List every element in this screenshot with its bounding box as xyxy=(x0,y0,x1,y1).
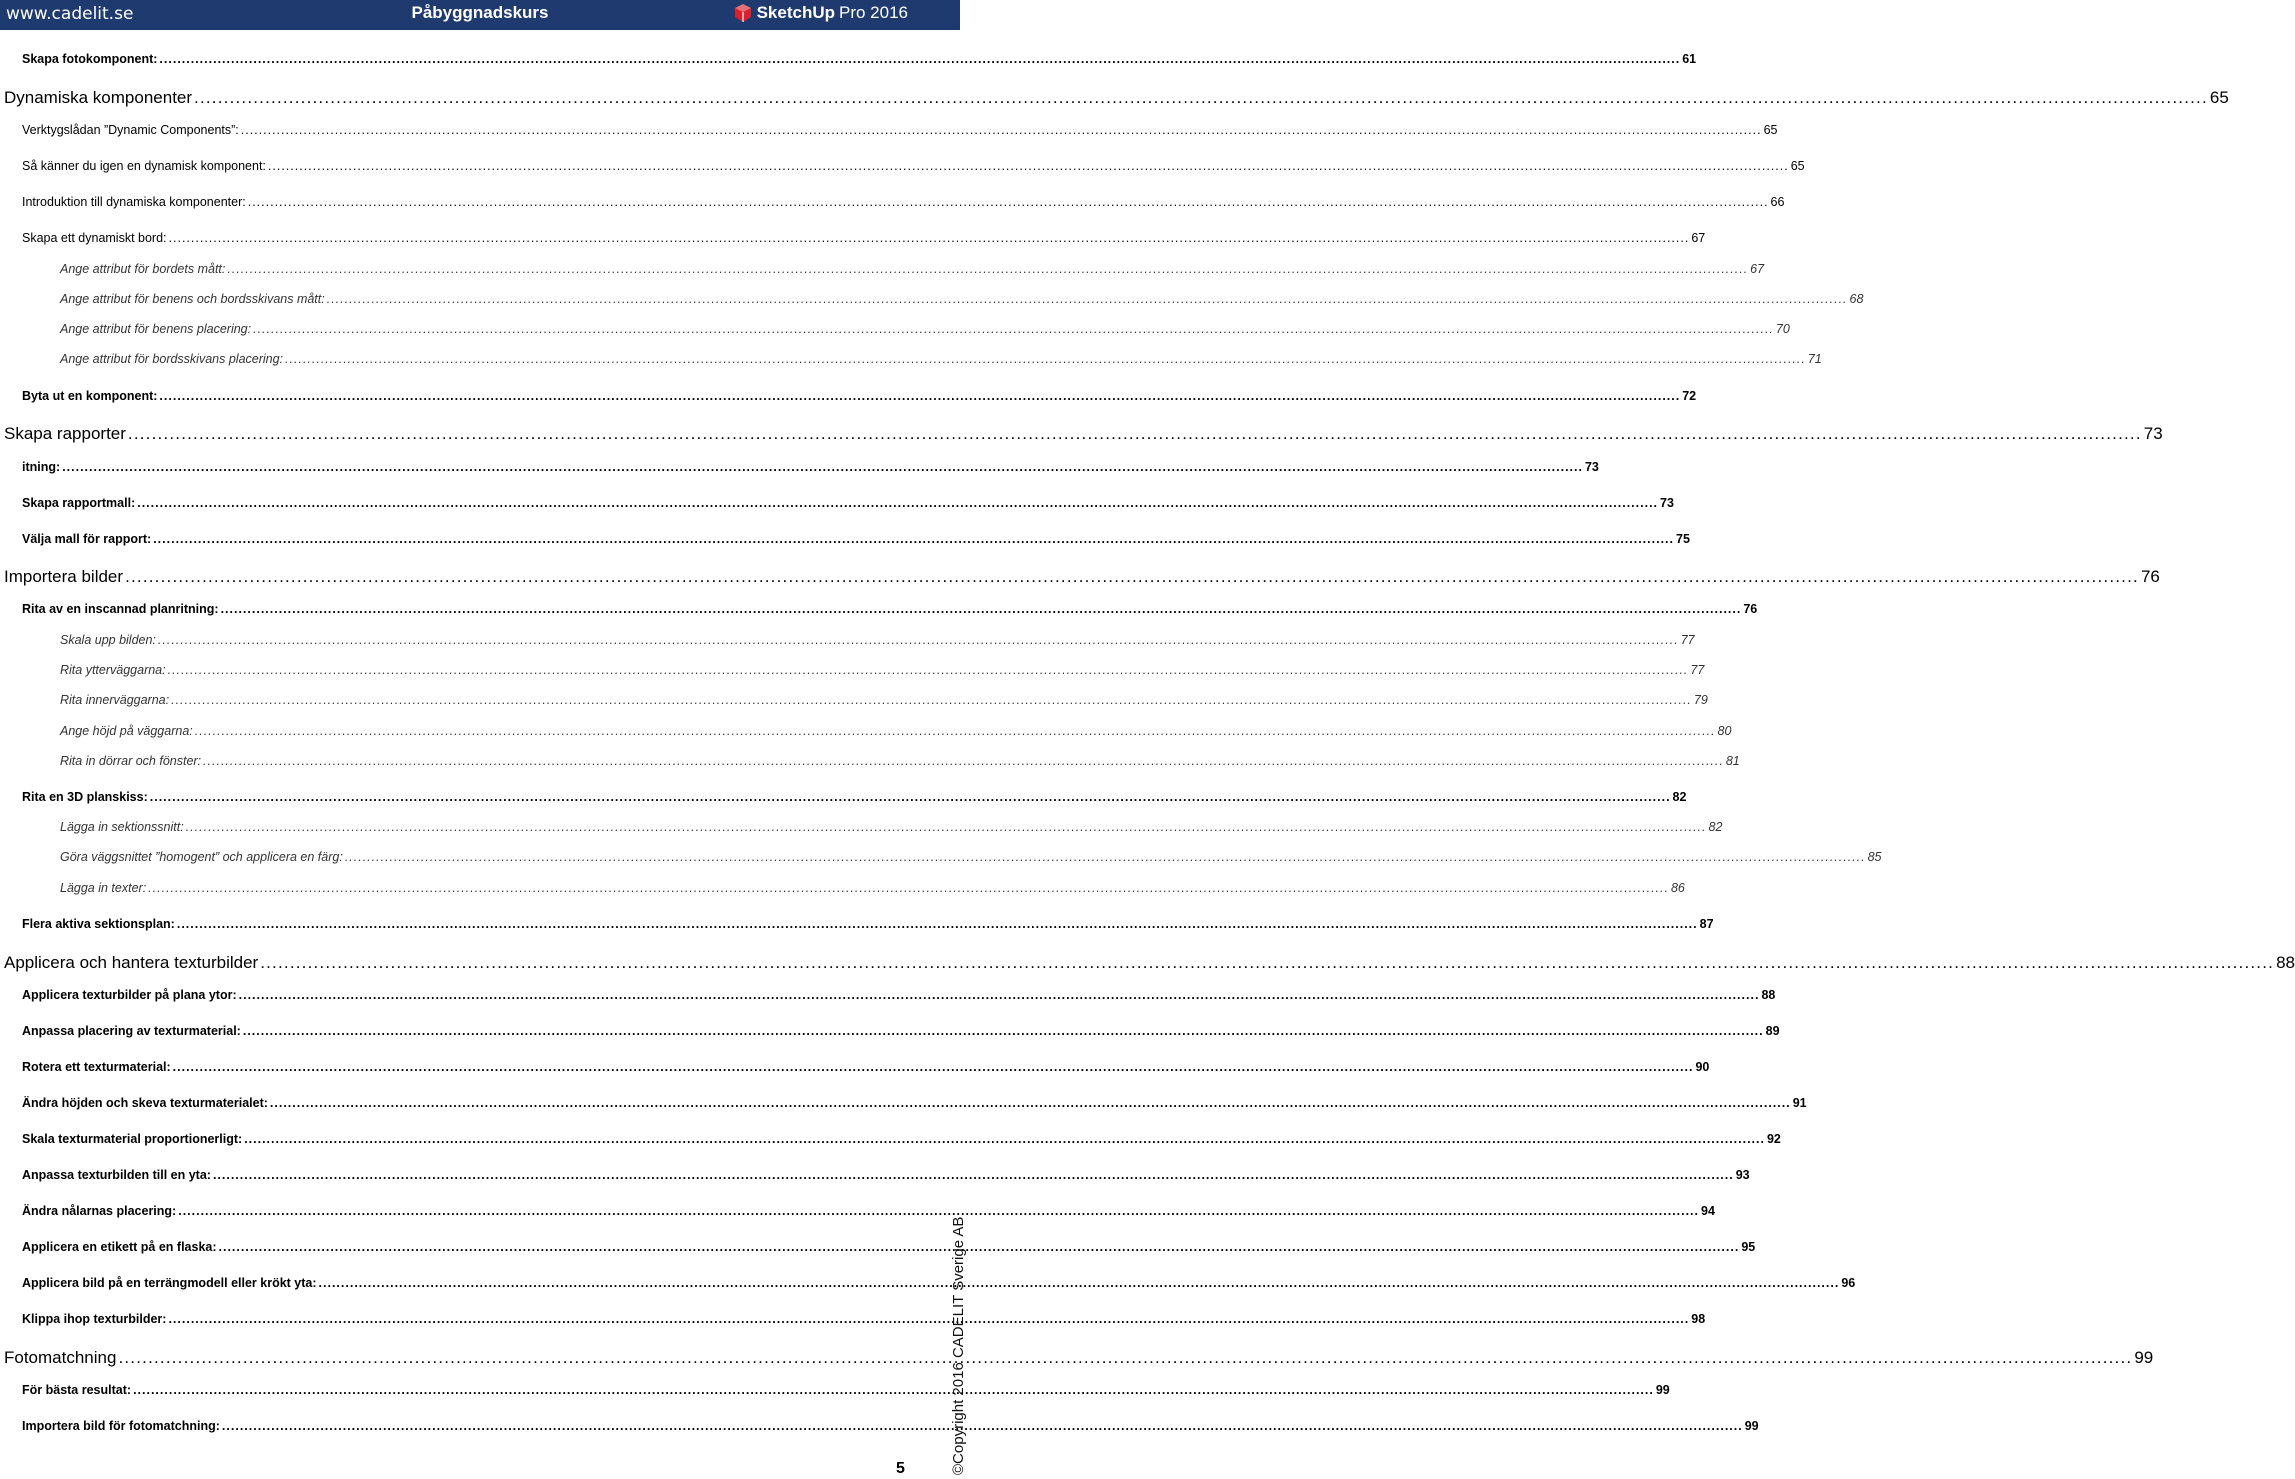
toc-entry[interactable] xyxy=(60,627,1695,653)
toc-entry[interactable] xyxy=(22,1162,1750,1188)
toc-entry-page: 82 xyxy=(1708,820,1723,834)
toc-entry[interactable] xyxy=(22,490,1674,516)
toc-entry-title: Rotera ett texturmaterial: xyxy=(22,1060,171,1074)
toc-entry[interactable] xyxy=(22,1126,1781,1152)
toc-entry-title: itning: xyxy=(22,460,61,474)
toc-entry[interactable] xyxy=(4,564,2160,590)
toc-entry[interactable] xyxy=(4,421,2163,447)
toc-leader-dots xyxy=(285,346,1806,372)
toc-entry-page: 61 xyxy=(1682,52,1697,66)
toc-entry-page: 73 xyxy=(1584,460,1599,474)
toc-entry[interactable] xyxy=(4,1345,2154,1371)
toc-entry[interactable] xyxy=(60,286,1864,312)
toc-entry-page: 82 xyxy=(1672,790,1687,804)
toc-leader-dots xyxy=(345,844,1866,870)
toc-entry[interactable] xyxy=(4,950,2295,976)
toc-leader-dots xyxy=(159,383,1680,409)
toc-leader-dots xyxy=(128,421,2142,447)
toc-entry-title: Importera bilder xyxy=(4,567,124,586)
toc-entry-title: Skapa rapportmall: xyxy=(22,496,136,510)
toc-leader-dots xyxy=(171,687,1692,713)
toc-entry-page: 99 xyxy=(1655,1383,1670,1397)
toc-entry[interactable] xyxy=(60,814,1723,840)
toc-entry-page: 95 xyxy=(1741,1240,1756,1254)
page-number: 5 xyxy=(896,1460,905,1477)
toc-entry-title: Ange höjd på väggarna: xyxy=(60,724,193,738)
toc-entry[interactable] xyxy=(22,1018,1780,1044)
toc-entry-title: Klippa ihop texturbilder: xyxy=(22,1312,167,1326)
toc-entry-page: 98 xyxy=(1691,1312,1706,1326)
toc-leader-dots xyxy=(173,1054,1694,1080)
toc-entry-title: Ange attribut för benens placering: xyxy=(60,322,252,336)
toc-entry-title: Skala texturmaterial proportionerligt: xyxy=(22,1132,243,1146)
toc-entry-title: Applicera och hantera texturbilder xyxy=(4,953,259,972)
toc-entry-title: För bästa resultat: xyxy=(22,1383,132,1397)
toc-entry-page: 76 xyxy=(1743,602,1758,616)
toc-entry-title: Ändra nålarnas placering: xyxy=(22,1204,177,1218)
toc-entry-page: 73 xyxy=(1660,496,1674,510)
toc-entry[interactable] xyxy=(22,526,1690,552)
toc-entry-title: Applicera texturbilder på plana ytor: xyxy=(22,988,237,1002)
toc-leader-dots xyxy=(239,982,1760,1008)
toc-entry-page: 88 xyxy=(1761,988,1776,1002)
toc-entry[interactable] xyxy=(22,454,1599,480)
toc-entry-title: Skapa fotokomponent: xyxy=(22,52,158,66)
toc-entry[interactable] xyxy=(60,748,1740,774)
toc-leader-dots xyxy=(243,1018,1764,1044)
toc-entry[interactable] xyxy=(60,316,1790,342)
toc-leader-dots xyxy=(203,748,1724,774)
toc-entry-title: Dynamiska komponenter xyxy=(4,88,193,107)
toc-leader-dots xyxy=(169,225,1690,251)
toc-entry-page: 87 xyxy=(1699,917,1714,931)
toc-entry-page: 77 xyxy=(1680,633,1695,647)
toc-leader-dots xyxy=(133,1377,1654,1403)
toc-entry-title: Anpassa placering av texturmaterial: xyxy=(22,1024,241,1038)
copyright-notice: ©Copyright 2016 CADELIT Sverige AB xyxy=(950,1216,967,1475)
brand-version: Pro 2016 xyxy=(839,3,908,22)
toc-entry-title: Flera aktiva sektionsplan: xyxy=(22,917,175,931)
toc-leader-dots xyxy=(219,1234,1740,1260)
toc-leader-dots xyxy=(178,1198,1699,1224)
toc-entry-page: 79 xyxy=(1693,693,1708,707)
toc-entry-title: Lägga in texter: xyxy=(60,881,147,895)
toc-entry[interactable] xyxy=(22,1413,1759,1439)
toc-entry[interactable] xyxy=(4,85,2229,111)
toc-leader-dots xyxy=(177,911,1698,937)
toc-leader-dots xyxy=(118,1345,2132,1371)
toc-entry[interactable] xyxy=(22,1270,1856,1296)
toc-entry-title: Så känner du igen en dynamisk komponent: xyxy=(22,159,266,173)
toc-entry-title: Fotomatchning xyxy=(4,1348,117,1367)
toc-entry-page: 99 xyxy=(1744,1419,1759,1433)
toc-leader-dots xyxy=(268,153,1789,179)
toc-entry-page: 93 xyxy=(1735,1168,1750,1182)
toc-entry-title: Rita innerväggarna: xyxy=(60,693,170,707)
toc-leader-dots xyxy=(195,718,1716,744)
toc-entry-title: Skapa ett dynamiskt bord: xyxy=(22,231,167,245)
toc-entry-page: 85 xyxy=(1867,850,1882,864)
toc-leader-dots xyxy=(194,85,2208,111)
toc-leader-dots xyxy=(222,1413,1743,1439)
toc-entry[interactable] xyxy=(22,596,1758,622)
toc-entry-page: 70 xyxy=(1775,322,1790,336)
toc-entry-title: Verktygslådan ”Dynamic Components”: xyxy=(22,123,239,137)
toc-leader-dots xyxy=(168,657,1689,683)
toc-leader-dots xyxy=(148,875,1669,901)
toc-leader-dots xyxy=(159,46,1680,72)
toc-entry[interactable] xyxy=(22,225,1706,251)
toc-entry-title: Ange attribut för bordets mått: xyxy=(60,262,226,276)
toc-leader-dots xyxy=(260,950,2274,976)
toc-entry-title: Byta ut en komponent: xyxy=(22,389,158,403)
toc-entry-page: 96 xyxy=(1841,1276,1856,1290)
toc-entry-page: 71 xyxy=(1807,352,1822,366)
toc-entry-title: Rita in dörrar och fönster: xyxy=(60,754,202,768)
toc-entry-title: Rita en 3D planskiss: xyxy=(22,790,148,804)
page-header xyxy=(0,0,960,30)
toc-entry[interactable] xyxy=(22,1306,1706,1332)
toc-entry-page: 80 xyxy=(1717,724,1732,738)
toc-entry[interactable] xyxy=(22,46,1697,72)
toc-entry-title: Introduktion till dynamiska komponenter: xyxy=(22,195,246,209)
toc-leader-dots xyxy=(125,564,2139,590)
toc-entry-title: Göra väggsnittet ”homogent” och applicera en färg: xyxy=(60,850,343,864)
toc-leader-dots xyxy=(150,784,1671,810)
toc-entry-page: 66 xyxy=(1770,195,1785,209)
toc-entry[interactable] xyxy=(60,875,1685,901)
brand-name: SketchUp xyxy=(756,3,835,22)
toc-entry-title: Applicera bild på en terrängmodell eller krökt yta: xyxy=(22,1276,317,1290)
toc-entry[interactable] xyxy=(22,189,1785,215)
toc-entry[interactable] xyxy=(60,657,1705,683)
toc-entry-page: 94 xyxy=(1701,1204,1715,1218)
toc-leader-dots xyxy=(62,454,1583,480)
toc-entry-title: Rita av en inscannad planritning: xyxy=(22,602,219,616)
toc-entry-title: Välja mall för rapport: xyxy=(22,532,152,546)
toc-leader-dots xyxy=(241,117,1762,143)
sketchup-logo-icon xyxy=(733,3,753,23)
toc-leader-dots xyxy=(186,814,1707,840)
toc-entry-page: 88 xyxy=(2276,953,2295,972)
toc-leader-dots xyxy=(253,316,1774,342)
toc-entry[interactable] xyxy=(22,117,1778,143)
toc-leader-dots xyxy=(327,286,1848,312)
toc-entry-title: Lägga in sektionssnitt: xyxy=(60,820,184,834)
toc-entry[interactable] xyxy=(60,844,1882,870)
toc-entry-page: 67 xyxy=(1691,231,1706,245)
toc-leader-dots xyxy=(213,1162,1734,1188)
toc-entry[interactable] xyxy=(22,982,1776,1008)
toc-entry[interactable] xyxy=(22,153,1805,179)
toc-entry[interactable] xyxy=(22,1054,1710,1080)
toc-entry-page: 73 xyxy=(2143,424,2163,443)
toc-entry-page: 76 xyxy=(2140,567,2160,586)
toc-entry[interactable] xyxy=(22,1198,1715,1224)
toc-entry-title: Ange attribut för benens och bordsskivans mått: xyxy=(60,292,325,306)
toc-entry-title: Skala upp bilden: xyxy=(60,633,156,647)
toc-entry-page: 65 xyxy=(2209,88,2229,107)
toc-entry[interactable] xyxy=(22,1377,1670,1403)
toc-entry-page: 65 xyxy=(1790,159,1805,173)
toc-entry-page: 90 xyxy=(1695,1060,1710,1074)
toc-entry-title: Applicera en etikett på en flaska: xyxy=(22,1240,217,1254)
toc-leader-dots xyxy=(168,1306,1689,1332)
site-url[interactable]: www.cadelit.se xyxy=(6,4,134,24)
toc-entry[interactable] xyxy=(22,1234,1756,1260)
toc-entry[interactable] xyxy=(60,687,1708,713)
toc-entry[interactable] xyxy=(60,256,1765,282)
toc-entry-title: Anpassa texturbilden till en yta: xyxy=(22,1168,211,1182)
brand xyxy=(733,3,908,23)
toc-entry-page: 89 xyxy=(1765,1024,1780,1038)
toc-entry-page: 65 xyxy=(1763,123,1778,137)
toc-entry-page: 99 xyxy=(2134,1348,2154,1367)
toc-leader-dots xyxy=(319,1270,1840,1296)
toc-leader-dots xyxy=(270,1090,1791,1116)
toc-entry-title: Ange attribut för bordsskivans placering: xyxy=(60,352,284,366)
toc-entry-title: Importera bild för fotomatchning: xyxy=(22,1419,220,1433)
toc-entry-page: 67 xyxy=(1750,262,1765,276)
toc-entry-page: 68 xyxy=(1849,292,1864,306)
toc-leader-dots xyxy=(227,256,1748,282)
toc-entry-page: 81 xyxy=(1725,754,1740,768)
toc-leader-dots xyxy=(221,596,1742,622)
toc-entry[interactable] xyxy=(60,718,1732,744)
toc-entry-title: Ändra höjden och skeva texturmaterialet: xyxy=(22,1096,268,1110)
toc-entry-page: 72 xyxy=(1682,389,1697,403)
toc-leader-dots xyxy=(137,490,1658,516)
toc-leader-dots xyxy=(158,627,1679,653)
toc-entry[interactable] xyxy=(22,784,1687,810)
toc-entry-title: Rita ytterväggarna: xyxy=(60,663,166,677)
toc-entry-page: 77 xyxy=(1690,663,1705,677)
toc-entry[interactable] xyxy=(22,1090,1807,1116)
toc-leader-dots xyxy=(248,189,1769,215)
toc-entry-title: Skapa rapporter xyxy=(4,424,126,443)
toc-leader-dots xyxy=(244,1126,1765,1152)
toc-entry-page: 91 xyxy=(1792,1096,1807,1110)
toc-entry[interactable] xyxy=(60,346,1822,372)
toc-entry[interactable] xyxy=(22,911,1714,937)
toc-entry-page: 92 xyxy=(1766,1132,1781,1146)
toc-entry-page: 75 xyxy=(1676,532,1690,546)
toc-entry[interactable] xyxy=(22,383,1697,409)
toc-leader-dots xyxy=(153,526,1674,552)
course-title: Påbyggnadskurs xyxy=(411,3,549,22)
toc-entry-page: 86 xyxy=(1670,881,1685,895)
